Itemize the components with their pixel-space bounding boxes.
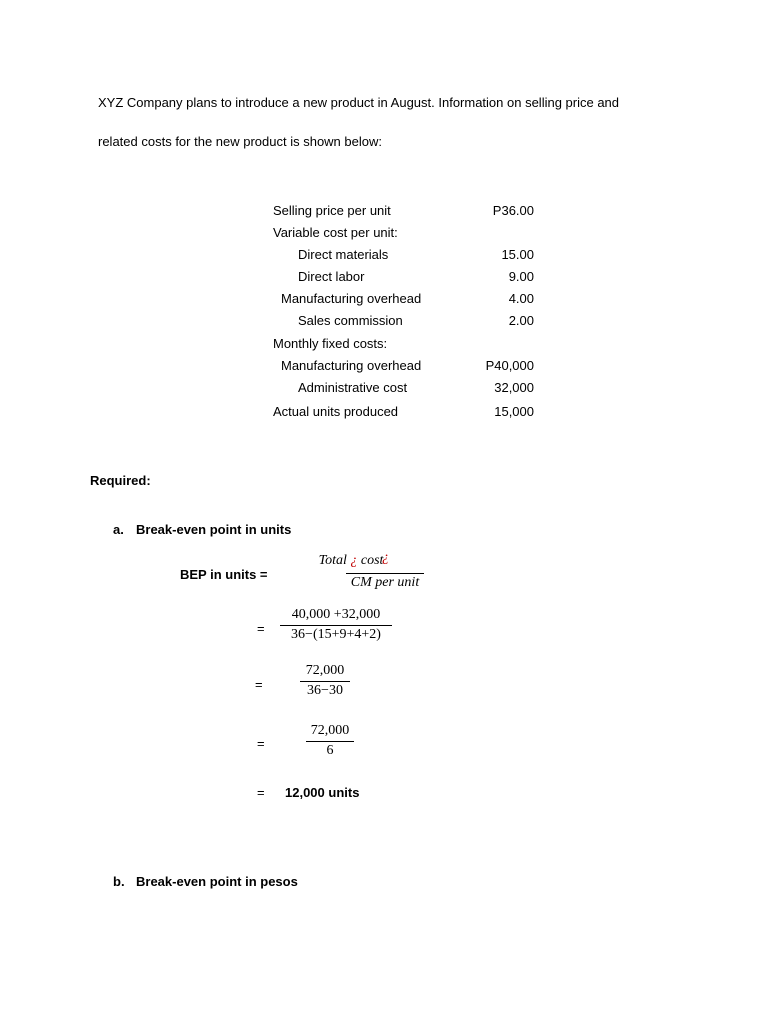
table-row-label: Selling price per unit [273,203,391,218]
table-row-value: 15.00 [501,247,534,262]
part-a-marker: a. [113,522,124,537]
table-row-label: Monthly fixed costs: [273,336,388,351]
table-row-value: 2.00 [508,313,534,328]
intro-line-1: XYZ Company plans to introduce a new product in August. Information on selling price and [98,95,620,110]
bep-label: BEP in units = [180,567,268,582]
step-3-fraction [306,723,354,759]
part-b-title: Break-even point in pesos [136,874,298,889]
bep-formula-denominator: CM per unit [350,575,420,590]
fraction-bar [306,741,354,742]
step-1-numerator: 40,000 +32,000 [291,607,381,622]
bep-formula [278,550,424,591]
step-2-fraction [300,663,350,699]
required-heading: Required: [90,473,151,488]
table-row-value: P40,000 [485,358,534,373]
equals-sign: = [255,677,263,692]
step-3-denominator: 6 [326,743,334,758]
part-b-marker: b. [113,874,125,889]
step-1-denominator: 36−(15+9+4+2) [291,627,381,642]
fraction-bar [280,625,392,626]
step-2-denominator: 36−30 [307,683,343,698]
equals-sign: = [257,621,265,636]
equals-sign: = [257,785,265,800]
fraction-bar [300,681,350,682]
table-row-label: Actual units produced [273,404,399,419]
fraction-bar [346,573,424,574]
step-2-numerator: 72,000 [305,663,345,678]
table-row-label: Administrative cost [298,380,408,395]
step-3-numerator: 72,000 [310,723,350,738]
table-row-label: Direct labor [298,269,365,284]
equals-sign: = [257,736,265,751]
table-row-label: Manufacturing overhead [281,358,422,373]
table-row-label: Variable cost per unit: [273,225,398,240]
bep-formula-numerator: Total ¿ cost ¿ [318,550,389,568]
intro-line-2: related costs for the new product is shown below: [98,134,382,149]
part-a-title: Break-even point in units [136,522,292,537]
table-row-value: 9.00 [508,269,534,284]
table-row-value: 32,000 [494,380,534,395]
table-row-value: P36.00 [492,203,534,218]
table-row-label: Direct materials [298,247,389,262]
bep-result: 12,000 units [285,785,360,800]
table-row-value: 4.00 [508,291,534,306]
table-row-value: 15,000 [494,404,534,419]
table-row-label: Manufacturing overhead [281,291,422,306]
step-1-fraction [280,607,392,643]
table-row-label: Sales commission [298,313,403,328]
